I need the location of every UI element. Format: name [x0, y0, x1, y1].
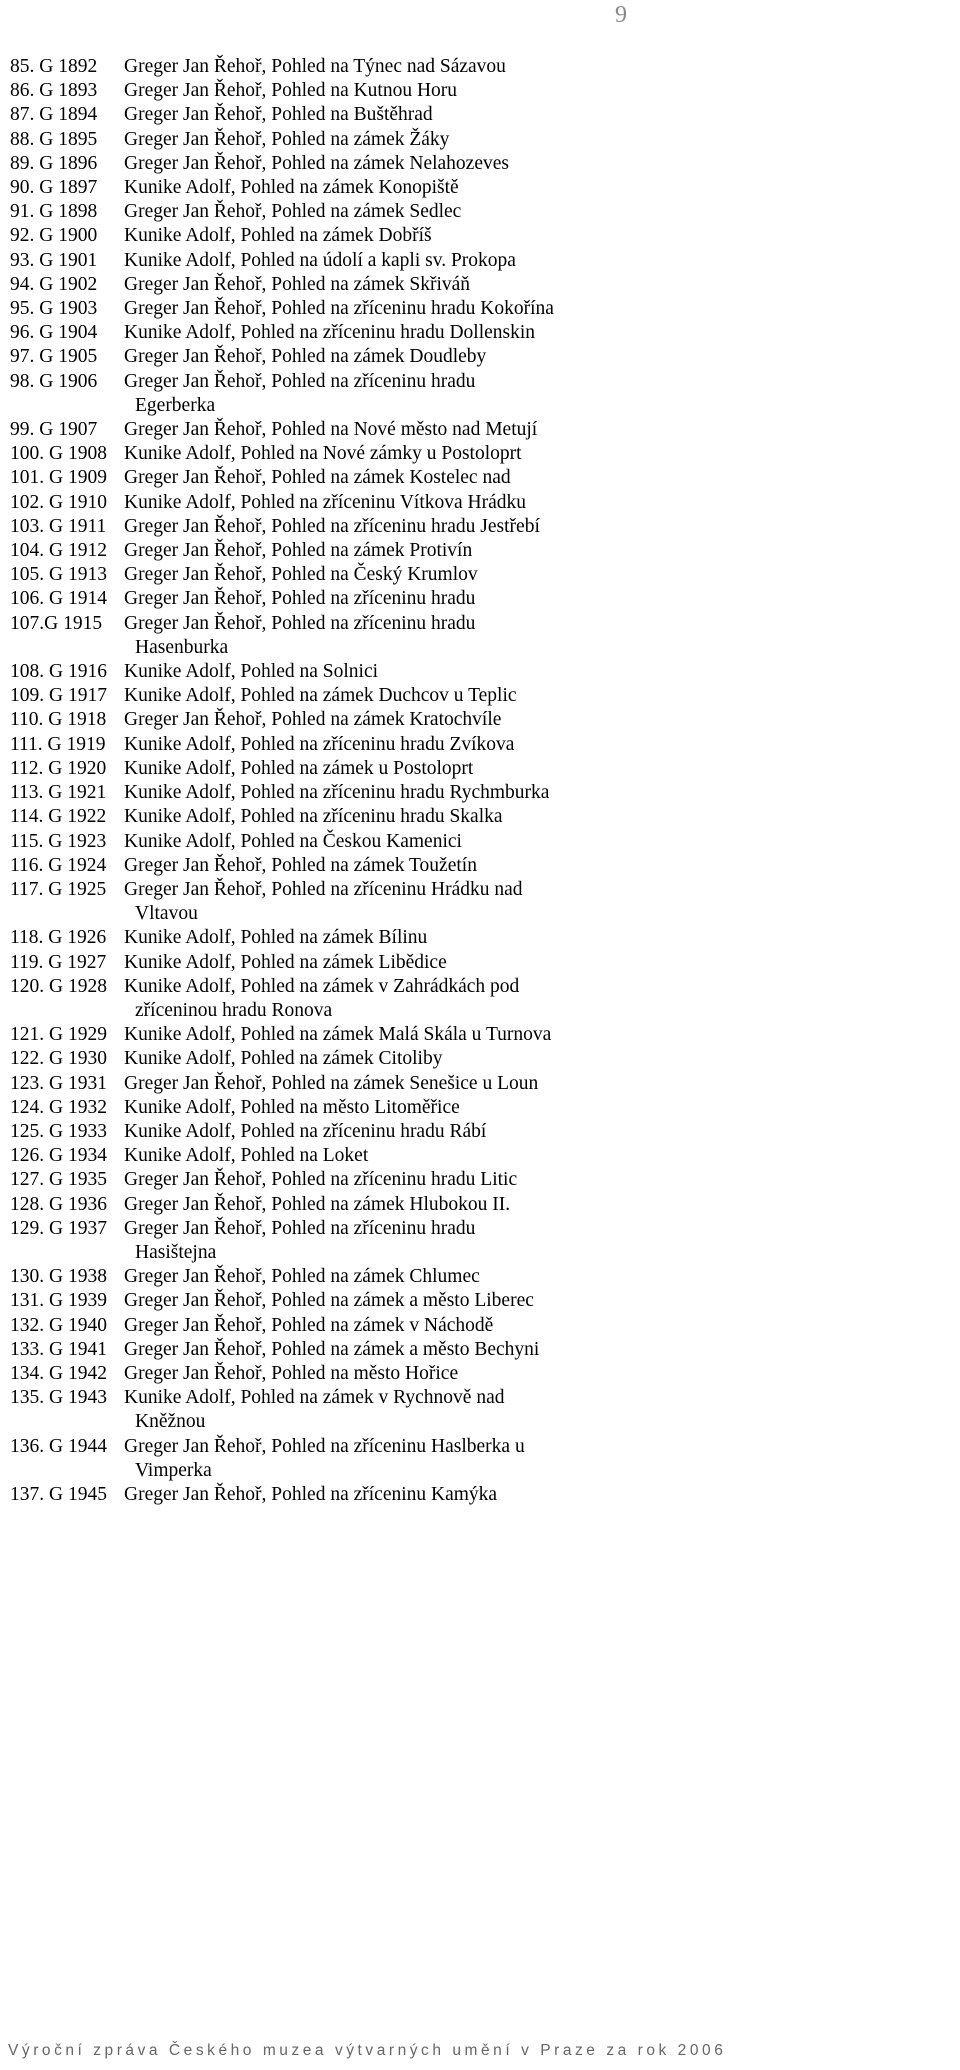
entry-text: Greger Jan Řehoř, Pohled na Týnec nad Sázavou	[124, 56, 506, 77]
entry-description	[124, 975, 519, 1023]
entry-text: Greger Jan Řehoř, Pohled na zříceninu hradu	[124, 612, 476, 634]
entry-description	[124, 854, 477, 878]
entry-number: 116. G 1924	[10, 854, 107, 876]
entry-text: Greger Jan Řehoř, Pohled na zříceninu Hrádku nad	[124, 878, 523, 900]
entry-number: 90. G 1897	[10, 177, 98, 199]
entry-number: 87. G 1894	[10, 104, 98, 126]
entry-text-continuation: Hasenburka	[135, 636, 229, 658]
entry-text: Greger Jan Řehoř, Pohled na zámek Senešice u Loun	[124, 1072, 539, 1094]
entry-text: Kunike Adolf, Pohled na údolí a kapli sv. Prokopa	[124, 249, 516, 271]
entry-description	[124, 1096, 460, 1120]
entry-description	[124, 587, 475, 611]
entry-number: 88. G 1895	[10, 128, 98, 150]
entry-number: 129. G 1937	[10, 1217, 107, 1239]
entry-text: Greger Jan Řehoř, Pohled na zámek a město Liberec	[124, 1290, 534, 1312]
entry-description	[124, 563, 478, 587]
catalog-entry	[10, 55, 950, 79]
entry-number: 135. G 1943	[10, 1387, 107, 1409]
entry-text-continuation: zříceninou hradu Ronova	[135, 999, 333, 1021]
catalog-entry	[10, 1047, 950, 1071]
entry-text: Greger Jan Řehoř, Pohled na zámek Nelahozeves	[124, 152, 509, 174]
entry-number: 120. G 1928	[10, 975, 107, 997]
entry-description	[124, 491, 526, 515]
entry-description	[124, 515, 540, 539]
entry-text: Kunike Adolf, Pohled na zříceninu hradu Dollenskin	[124, 322, 536, 344]
entry-text: Kunike Adolf, Pohled na město Litoměřice	[124, 1096, 460, 1118]
catalog-entry	[10, 975, 950, 1023]
entry-description	[124, 466, 511, 490]
entry-number: 124. G 1932	[10, 1096, 107, 1118]
catalog-entry	[10, 297, 950, 321]
entry-description	[124, 345, 486, 369]
entry-description	[124, 878, 523, 926]
entry-description	[124, 926, 427, 950]
entry-description	[124, 1168, 517, 1192]
catalog-entry	[10, 757, 950, 781]
entry-number: 123. G 1931	[10, 1072, 107, 1094]
entry-text: Greger Jan Řehoř, Pohled na zámek Toužetín	[124, 854, 477, 876]
entry-number: 92. G 1900	[10, 225, 98, 247]
entry-number: 128. G 1936	[10, 1193, 107, 1215]
entry-number: 89. G 1896	[10, 152, 98, 174]
catalog-entry	[10, 951, 950, 975]
entry-number: 131. G 1939	[10, 1290, 107, 1312]
entry-description	[124, 1047, 442, 1071]
entry-description	[124, 176, 459, 200]
catalog-entry-list	[10, 55, 950, 1507]
entry-description	[124, 1314, 493, 1338]
catalog-entry	[10, 1483, 950, 1507]
entry-description	[124, 1072, 538, 1096]
entry-text: Greger Jan Řehoř, Pohled na zámek Protivín	[124, 540, 473, 562]
entry-number: 100. G 1908	[10, 443, 107, 465]
catalog-entry	[10, 345, 950, 369]
catalog-entry	[10, 684, 950, 708]
catalog-entry	[10, 128, 950, 152]
entry-description	[124, 1483, 497, 1507]
catalog-entry	[10, 466, 950, 490]
entry-text-continuation: Vimperka	[135, 1459, 212, 1481]
entry-text: Kunike Adolf, Pohled na zámek Malá Skála u Turnova	[124, 1024, 552, 1046]
entry-text: Kunike Adolf, Pohled na zámek v Zahrádkách pod	[124, 975, 520, 997]
catalog-entry	[10, 176, 950, 200]
entry-description	[124, 708, 501, 732]
entry-number: 118. G 1926	[10, 927, 107, 949]
entry-number: 113. G 1921	[10, 782, 107, 804]
entry-description	[124, 152, 509, 176]
entry-text: Kunike Adolf, Pohled na zříceninu hradu Rábí	[124, 1120, 487, 1142]
entry-description	[124, 951, 447, 975]
entry-description	[124, 805, 503, 829]
entry-text-continuation: Hasištejna	[135, 1241, 217, 1263]
entry-description	[124, 55, 506, 79]
entry-number: 114. G 1922	[10, 806, 107, 828]
catalog-entry	[10, 152, 950, 176]
entry-text: Greger Jan Řehoř, Pohled na zříceninu hradu	[124, 588, 476, 610]
entry-text: Greger Jan Řehoř, Pohled na zříceninu Haslberka u	[124, 1435, 525, 1457]
entry-description	[124, 249, 516, 273]
catalog-entry	[10, 854, 950, 878]
entry-number: 97. G 1905	[10, 346, 98, 368]
entry-text-continuation: Egerberka	[135, 394, 216, 416]
entry-text: Kunike Adolf, Pohled na Loket	[124, 1145, 369, 1167]
entry-text: Greger Jan Řehoř, Pohled na zámek Hlubokou II.	[124, 1193, 511, 1215]
catalog-entry	[10, 1338, 950, 1362]
entry-text: Kunike Adolf, Pohled na Solnici	[124, 661, 379, 683]
entry-description	[124, 128, 449, 152]
entry-text: Greger Jan Řehoř, Pohled na Nové město nad Metují	[124, 419, 538, 441]
catalog-entry	[10, 1362, 950, 1386]
entry-number: 95. G 1903	[10, 298, 98, 320]
catalog-entry	[10, 1314, 950, 1338]
entry-number: 119. G 1927	[10, 951, 107, 973]
catalog-entry	[10, 587, 950, 611]
entry-number: 99. G 1907	[10, 419, 98, 441]
entry-description	[124, 1362, 458, 1386]
entry-number: 122. G 1930	[10, 1048, 107, 1070]
entry-description	[124, 442, 522, 466]
entry-number: 94. G 1902	[10, 273, 98, 295]
entry-number: 102. G 1910	[10, 491, 107, 513]
entry-text: Greger Jan Řehoř, Pohled na zámek Kratochvíle	[124, 709, 502, 731]
page-number: 9	[615, 2, 627, 28]
entry-text: Kunike Adolf, Pohled na zámek Bílinu	[124, 927, 428, 949]
catalog-entry	[10, 79, 950, 103]
entry-number: 107.G 1915	[10, 612, 103, 634]
entry-number: 111. G 1919	[10, 733, 106, 755]
catalog-entry	[10, 539, 950, 563]
catalog-entry	[10, 733, 950, 757]
entry-text: Kunike Adolf, Pohled na Nové zámky u Postoloprt	[124, 443, 522, 465]
entry-text: Greger Jan Řehoř, Pohled na zámek Žáky	[124, 128, 450, 150]
catalog-entry	[10, 1289, 950, 1313]
entry-text: Greger Jan Řehoř, Pohled na Buštěhrad	[124, 104, 433, 126]
catalog-entry	[10, 103, 950, 127]
entry-description	[124, 539, 472, 563]
entry-number: 93. G 1901	[10, 249, 98, 271]
entry-text: Kunike Adolf, Pohled na zříceninu hradu Skalka	[124, 806, 503, 828]
catalog-entry	[10, 1193, 950, 1217]
entry-text: Kunike Adolf, Pohled na zříceninu Vítkova Hrádku	[124, 491, 527, 513]
catalog-entry	[10, 1168, 950, 1192]
entry-number: 101. G 1909	[10, 467, 107, 489]
entry-text: Greger Jan Řehoř, Pohled na zámek Sedlec	[124, 201, 462, 223]
entry-text: Greger Jan Řehoř, Pohled na zámek Chlumec	[124, 1266, 480, 1288]
entry-number: 96. G 1904	[10, 322, 98, 344]
entry-number: 108. G 1916	[10, 661, 107, 683]
entry-description	[124, 660, 378, 684]
entry-number: 91. G 1898	[10, 201, 98, 223]
entry-description	[124, 321, 535, 345]
entry-text: Kunike Adolf, Pohled na zámek Duchcov u Teplic	[124, 685, 517, 707]
entry-text: Greger Jan Řehoř, Pohled na zámek Skřiváň	[124, 273, 471, 295]
entry-number: 103. G 1911	[10, 515, 107, 537]
entry-description	[124, 1023, 551, 1047]
catalog-entry	[10, 491, 950, 515]
entry-number: 115. G 1923	[10, 830, 107, 852]
entry-number: 85. G 1892	[10, 56, 98, 77]
entry-number: 126. G 1934	[10, 1145, 107, 1167]
entry-number: 117. G 1925	[10, 878, 107, 900]
entry-description	[124, 757, 473, 781]
page-footer: Výroční zpráva Českého muzea výtvarných umění v Praze za rok 2006	[8, 2042, 727, 2059]
entry-text: Greger Jan Řehoř, Pohled na zříceninu hradu Jestřebí	[124, 515, 540, 537]
entry-description	[124, 1289, 534, 1313]
entry-number: 127. G 1935	[10, 1169, 107, 1191]
catalog-entry	[10, 708, 950, 732]
catalog-entry	[10, 1217, 950, 1265]
catalog-entry	[10, 660, 950, 684]
catalog-entry	[10, 1096, 950, 1120]
entry-description	[124, 1265, 480, 1289]
catalog-entry	[10, 273, 950, 297]
catalog-entry	[10, 1023, 950, 1047]
catalog-entry	[10, 1120, 950, 1144]
entry-text: Greger Jan Řehoř, Pohled na zámek Doudleby	[124, 346, 487, 368]
catalog-entry	[10, 418, 950, 442]
entry-number: 137. G 1945	[10, 1483, 107, 1505]
entry-text: Greger Jan Řehoř, Pohled na zámek Kostelec nad	[124, 467, 511, 489]
entry-number: 106. G 1914	[10, 588, 107, 610]
entry-text: Kunike Adolf, Pohled na zámek Dobříš	[124, 225, 432, 247]
entry-text: Kunike Adolf, Pohled na zámek u Postoloprt	[124, 757, 474, 779]
catalog-entry	[10, 878, 950, 926]
entry-text: Kunike Adolf, Pohled na zříceninu hradu Zvíkova	[124, 733, 515, 755]
entry-description	[124, 1120, 486, 1144]
entry-description	[124, 103, 433, 127]
entry-description	[124, 418, 537, 442]
entry-number: 134. G 1942	[10, 1362, 107, 1384]
catalog-entry	[10, 830, 950, 854]
entry-description	[124, 830, 462, 854]
catalog-entry	[10, 563, 950, 587]
catalog-entry	[10, 321, 950, 345]
entry-text: Kunike Adolf, Pohled na zámek v Rychnově nad	[124, 1387, 505, 1409]
entry-description	[124, 370, 475, 418]
catalog-entry	[10, 805, 950, 829]
entry-text: Greger Jan Řehoř, Pohled na zámek a město Bechyni	[124, 1338, 540, 1360]
catalog-entry	[10, 1265, 950, 1289]
entry-text-continuation: Kněžnou	[135, 1411, 206, 1433]
entry-number: 98. G 1906	[10, 370, 98, 392]
entry-number: 112. G 1920	[10, 757, 107, 779]
entry-description	[124, 684, 517, 708]
entry-description	[124, 273, 470, 297]
entry-description	[124, 1386, 504, 1434]
catalog-entry	[10, 442, 950, 466]
catalog-entry	[10, 1386, 950, 1434]
catalog-entry	[10, 515, 950, 539]
catalog-entry	[10, 612, 950, 660]
catalog-entry	[10, 1435, 950, 1483]
catalog-entry	[10, 200, 950, 224]
entry-text: Kunike Adolf, Pohled na zámek Konopiště	[124, 177, 459, 199]
entry-number: 132. G 1940	[10, 1314, 107, 1336]
entry-description	[124, 224, 432, 248]
entry-text: Kunike Adolf, Pohled na zámek Libědice	[124, 951, 447, 973]
entry-text-continuation: Vltavou	[135, 903, 198, 925]
catalog-entry	[10, 926, 950, 950]
entry-text: Greger Jan Řehoř, Pohled na zříceninu hradu Litic	[124, 1169, 518, 1191]
entry-number: 130. G 1938	[10, 1266, 107, 1288]
catalog-entry	[10, 224, 950, 248]
entry-description	[124, 79, 457, 103]
entry-number: 125. G 1933	[10, 1120, 107, 1142]
entry-number: 105. G 1913	[10, 564, 107, 586]
entry-text: Greger Jan Řehoř, Pohled na zříceninu Kamýka	[124, 1483, 498, 1505]
entry-description	[124, 1435, 525, 1483]
entry-text: Greger Jan Řehoř, Pohled na zříceninu hradu	[124, 1217, 476, 1239]
entry-description	[124, 612, 475, 660]
catalog-entry	[10, 370, 950, 418]
entry-text: Greger Jan Řehoř, Pohled na zříceninu hradu	[124, 370, 476, 392]
entry-number: 109. G 1917	[10, 685, 107, 707]
entry-description	[124, 200, 461, 224]
entry-number: 136. G 1944	[10, 1435, 107, 1457]
entry-description	[124, 781, 549, 805]
entry-description	[124, 297, 554, 321]
entry-number: 133. G 1941	[10, 1338, 107, 1360]
entry-text: Greger Jan Řehoř, Pohled na zříceninu hradu Kokořína	[124, 298, 554, 320]
catalog-entry	[10, 249, 950, 273]
entry-text: Greger Jan Řehoř, Pohled na zámek v Náchodě	[124, 1314, 494, 1336]
entry-description	[124, 733, 514, 757]
entry-text: Kunike Adolf, Pohled na Českou Kamenici	[124, 830, 462, 852]
entry-text: Greger Jan Řehoř, Pohled na Český Krumlov	[124, 564, 478, 586]
entry-number: 86. G 1893	[10, 80, 98, 102]
entry-text: Kunike Adolf, Pohled na zámek Citoliby	[124, 1048, 443, 1070]
catalog-entry	[10, 1144, 950, 1168]
entry-description	[124, 1217, 475, 1265]
catalog-entry	[10, 1072, 950, 1096]
entry-description	[124, 1338, 539, 1362]
entry-number: 104. G 1912	[10, 540, 107, 562]
entry-text: Kunike Adolf, Pohled na zříceninu hradu Rychmburka	[124, 782, 550, 804]
catalog-entry	[10, 781, 950, 805]
entry-description	[124, 1144, 368, 1168]
entry-number: 121. G 1929	[10, 1024, 107, 1046]
entry-description	[124, 1193, 510, 1217]
entry-text: Greger Jan Řehoř, Pohled na město Hořice	[124, 1362, 459, 1384]
entry-text: Greger Jan Řehoř, Pohled na Kutnou Horu	[124, 80, 458, 102]
entry-number: 110. G 1918	[10, 709, 107, 731]
